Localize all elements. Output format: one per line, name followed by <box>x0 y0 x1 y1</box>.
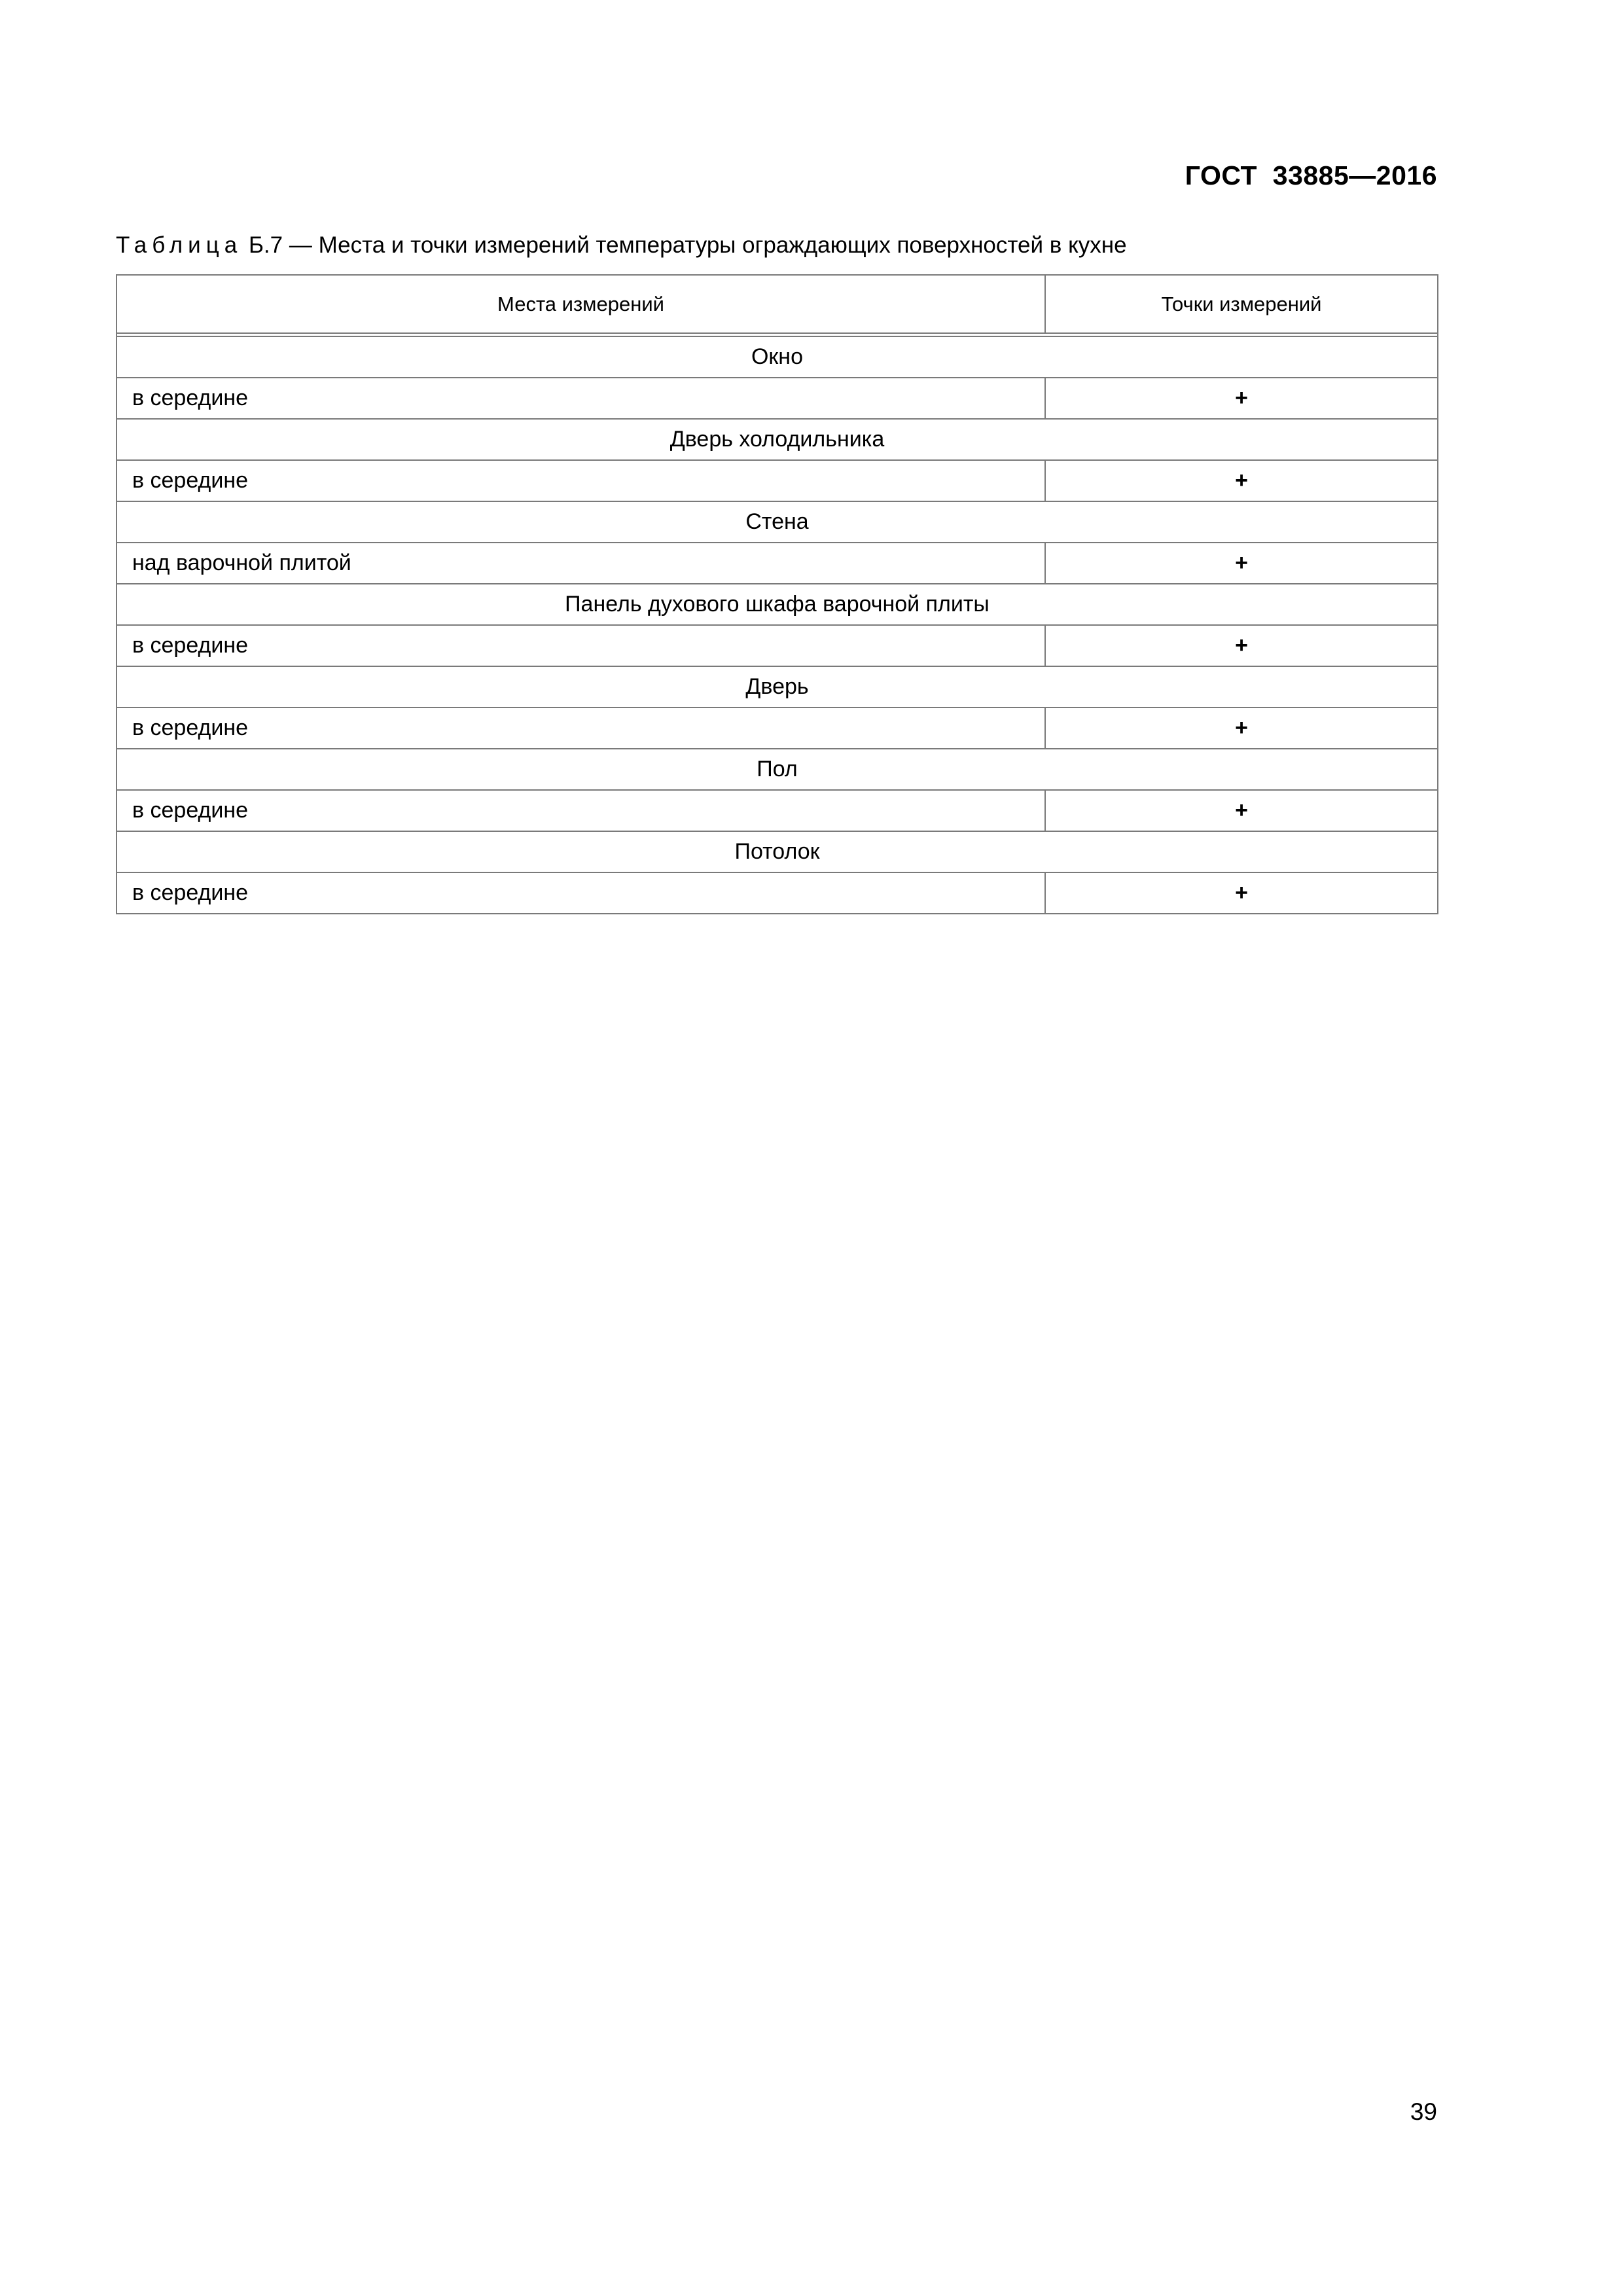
table-section-row <box>116 831 1438 872</box>
measurement-place: в середине <box>116 708 1045 749</box>
document-standard-header: ГОСТ 33885—2016 <box>1185 160 1437 190</box>
measurement-place: в середине <box>116 872 1045 914</box>
table-caption-text: Б.7 — Места и точки измерений температуры ограждающих поверхностей в кухне <box>242 232 1127 258</box>
table-section-row <box>116 749 1438 790</box>
table-row <box>116 460 1438 501</box>
table-section-row <box>116 666 1438 708</box>
measurement-point-mark: + <box>1045 378 1438 419</box>
measurement-place: в середине <box>116 460 1045 501</box>
page-number: 39 <box>1410 2098 1437 2125</box>
table-section-row <box>116 584 1438 625</box>
table-row <box>116 625 1438 666</box>
column-header-places: Места измерений <box>116 275 1045 333</box>
measurement-point-mark: + <box>1045 790 1438 831</box>
measurement-place: над варочной плитой <box>116 543 1045 584</box>
table-row <box>116 790 1438 831</box>
measurement-point-mark: + <box>1045 625 1438 666</box>
section-title: Окно <box>116 336 1438 378</box>
measurement-table <box>116 274 1438 914</box>
table-section-row <box>116 419 1438 460</box>
table-caption-label: Таблица <box>116 232 243 258</box>
table-section-row <box>116 501 1438 543</box>
column-header-points: Точки измерений <box>1045 275 1438 333</box>
measurement-table-container <box>116 274 1437 914</box>
section-title: Панель духового шкафа варочной плиты <box>116 584 1438 625</box>
table-row <box>116 708 1438 749</box>
section-title: Дверь холодильника <box>116 419 1438 460</box>
measurement-place: в середине <box>116 378 1045 419</box>
section-title: Дверь <box>116 666 1438 708</box>
table-section-row <box>116 336 1438 378</box>
measurement-point-mark: + <box>1045 543 1438 584</box>
section-title: Пол <box>116 749 1438 790</box>
measurement-point-mark: + <box>1045 872 1438 914</box>
measurement-point-mark: + <box>1045 708 1438 749</box>
section-title: Потолок <box>116 831 1438 872</box>
table-row <box>116 378 1438 419</box>
section-title: Стена <box>116 501 1438 543</box>
measurement-place: в середине <box>116 625 1045 666</box>
table-caption <box>116 229 1437 262</box>
table-row <box>116 872 1438 914</box>
measurement-point-mark: + <box>1045 460 1438 501</box>
measurement-place: в середине <box>116 790 1045 831</box>
table-header-row <box>116 275 1438 333</box>
table-row <box>116 543 1438 584</box>
